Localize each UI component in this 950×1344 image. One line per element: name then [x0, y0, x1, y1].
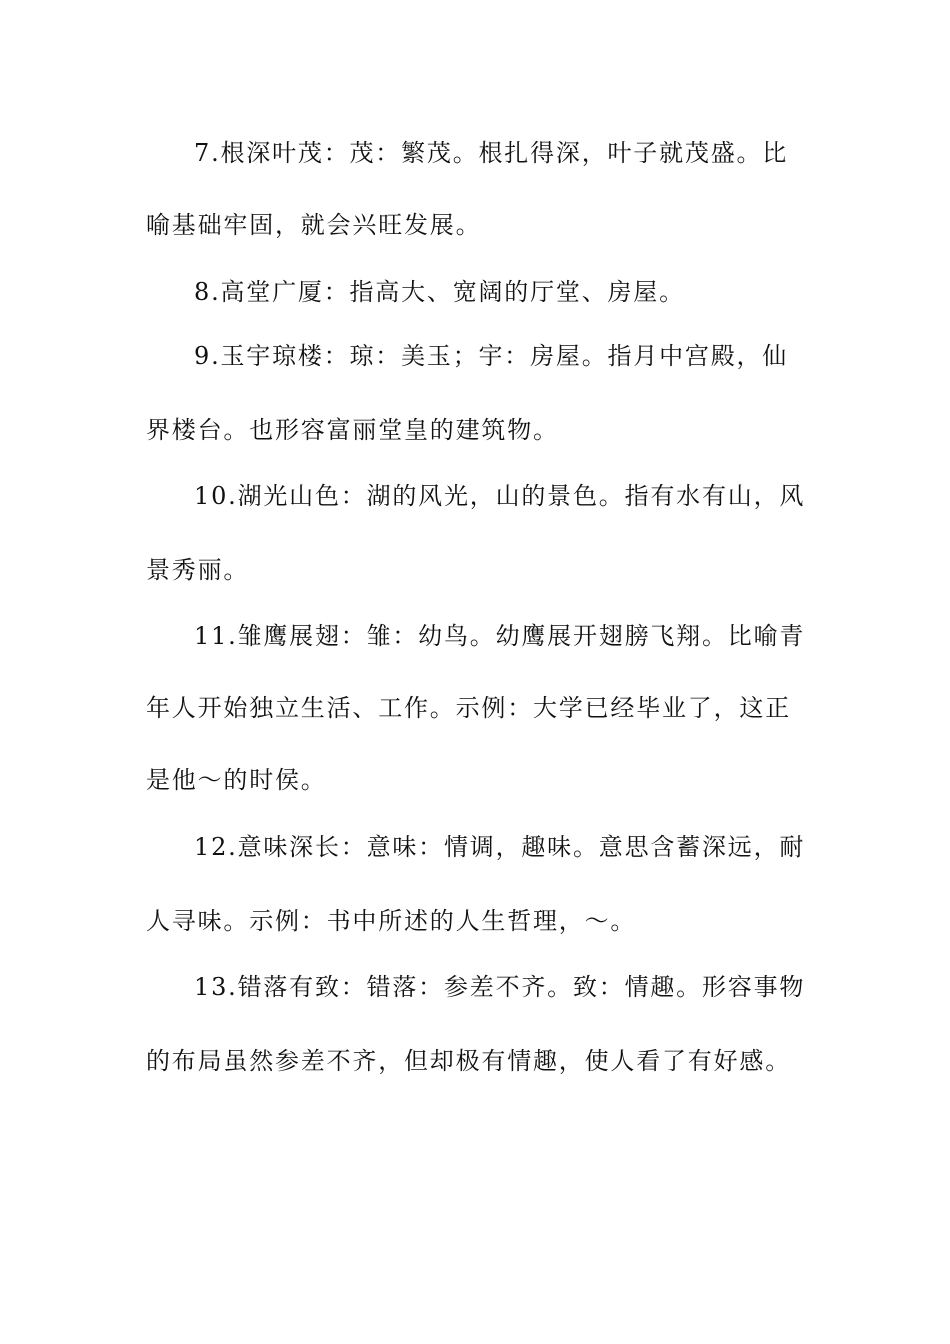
entry-9-line-1: 9.玉宇琼楼：琼：美玉；宇：房屋。指月中宫殿，仙	[194, 342, 789, 370]
entry-12-line-2: 人寻味。示例：书中所述的人生哲理，～。	[146, 907, 637, 935]
entry-13-line-2: 的布局虽然参差不齐，但却极有情趣，使人看了有好感。	[146, 1047, 791, 1075]
entry-8-line-1: 8.高堂广厦：指高大、宽阔的厅堂、房屋。	[194, 278, 685, 306]
entry-9-line-2: 界楼台。也形容富丽堂皇的建筑物。	[146, 416, 559, 444]
entry-7-line-2: 喻基础牢固，就会兴旺发展。	[146, 211, 482, 239]
entry-11-line-2: 年人开始独立生活、工作。示例：大学已经毕业了，这正	[146, 694, 791, 722]
entry-10-line-1: 10.湖光山色：湖的风光，山的景色。指有水有山，风	[194, 482, 806, 510]
entry-13-line-1: 13.错落有致：错落：参差不齐。致：情趣。形容事物	[194, 973, 806, 1001]
entry-12-line-1: 12.意味深长：意味：情调，趣味。意思含蓄深远，耐	[194, 833, 806, 861]
entry-11-line-1: 11.雏鹰展翅：雏：幼鸟。幼鹰展开翅膀飞翔。比喻青	[194, 622, 806, 650]
entry-11-line-3: 是他～的时侯。	[146, 766, 327, 794]
entry-10-line-2: 景秀丽。	[146, 556, 250, 584]
entry-7-line-1: 7.根深叶茂：茂：繁茂。根扎得深，叶子就茂盛。比	[194, 139, 789, 167]
